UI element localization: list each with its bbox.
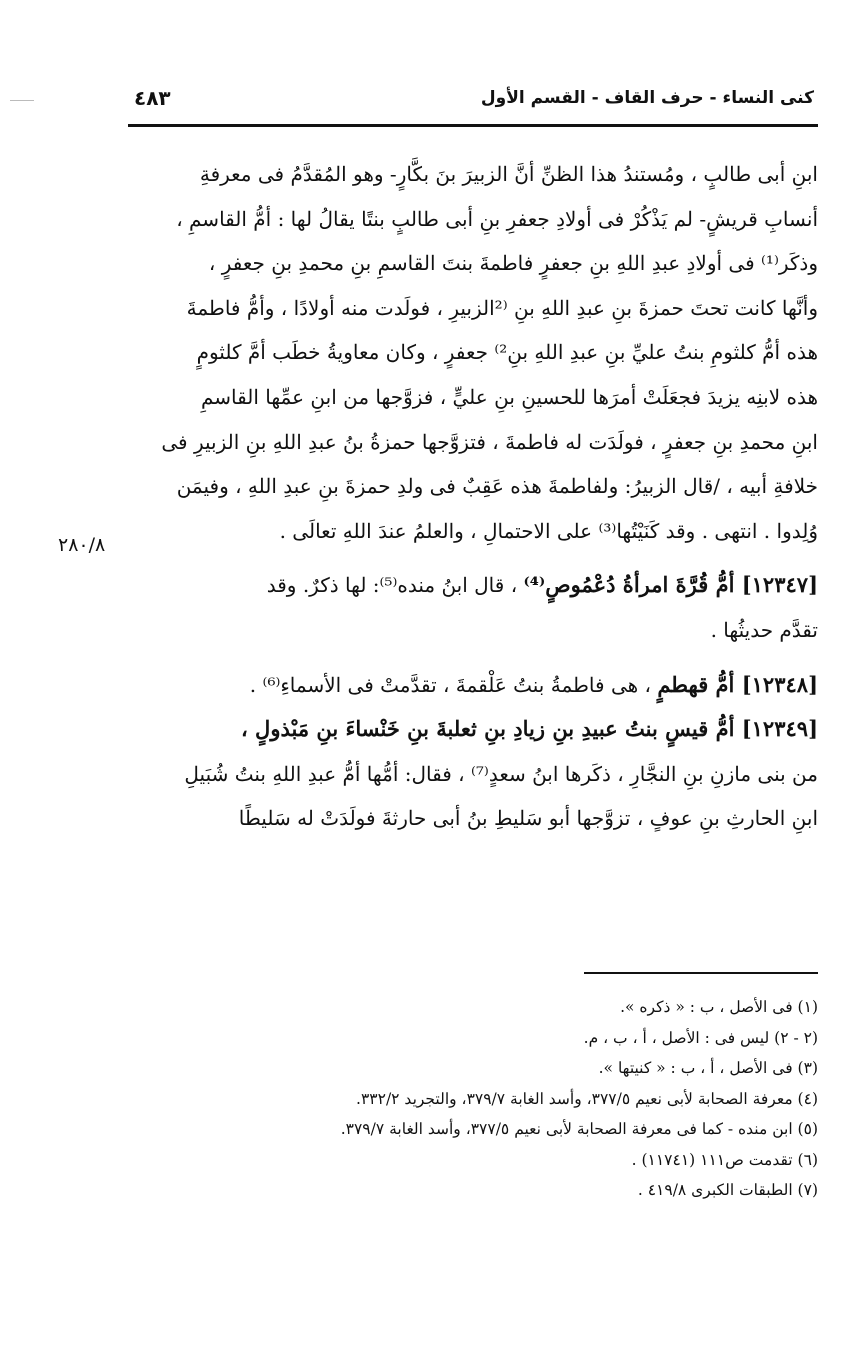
text-line: وأنَّها كانت تحتَ حمزةَ بنِ عبدِ اللهِ بنِ ⁽²الزبيرِ ، فولَدت منه أولادًا ، وأمُّ فاطمةَ xyxy=(186,295,818,320)
footnote: (٤) معرفة الصحابة لأبى نعيم ٣٧٧/٥، وأسد الغابة ٣٧٩/٧، والتجريد ٣٣٢/٢. xyxy=(356,1089,818,1108)
footnote: (٣) فى الأصل ، أ ، ب : « كنيتها ». xyxy=(598,1059,818,1077)
text-line: ابنِ محمدِ بنِ جعفرٍ ، فولَدَت له فاطمةَ ، فتزوَّجها حمزةُ بنُ عبدِ اللهِ بنِ الزبيرِ فى xyxy=(161,429,818,454)
text-line: من بنى مازنِ بنِ النجَّارِ ، ذكَرها ابنُ سعدٍ⁽⁷⁾ ، فقال: أمُّها أمُّ عبدِ اللهِ بنتُ شُبَيلِ xyxy=(184,761,818,786)
running-header xyxy=(128,84,818,118)
text-line: وُلِدوا . انتهى . وقد كَنَيْتُها⁽³⁾ على الاحتمالِ ، والعلمُ عندَ اللهِ تعالَى . xyxy=(279,518,818,543)
entry-heading: [١٢٣٤٨] أمُّ قهطمٍ xyxy=(657,671,818,697)
page-number: ٤٨٣ xyxy=(134,86,171,110)
text-line: ابنِ أبى طالبٍ ، ومُستندُ هذا الظنِّ أنَّ الزبيرَ بنَ بكَّارٍ- وهو المُقدَّمُ فى معرفةِ xyxy=(199,162,818,186)
entry-12349 xyxy=(128,707,818,752)
entry-heading: [١٢٣٤٩] أمُّ قيسٍ بنتُ عبيدِ بنِ زيادِ بنِ ثعلبةَ بنِ خَنْساءَ بنِ مَبْذولٍ ، xyxy=(240,716,818,742)
footnote: (١) فى الأصل ، ب : « ذكره ». xyxy=(620,998,818,1016)
spacer xyxy=(128,653,818,663)
footnote: (٥) ابن منده - كما فى معرفة الصحابة لأبى نعيم ٣٧٧/٥، وأسد الغابة ٣٧٩/٧. xyxy=(340,1120,818,1138)
entry-text: ، هى فاطمةُ بنتُ عَلْقمةَ ، تقدَّمتْ فى الأسماءِ⁽⁶⁾ . xyxy=(249,672,651,697)
header-title: كنى النساء - حرف القاف - القسم الأول xyxy=(480,88,814,108)
text-line: ابنِ الحارثِ بنِ عوفٍ ، تزوَّجها أبو سَليطِ بنُ أبى حارثةَ فولَدَتْ له سَليطًا xyxy=(238,806,818,831)
text-line: هذه لابنِه يزيدَ فجعَلَتْ أمرَها للحسينِ بنِ عليٍّ ، فزوَّجها من ابنِ عمِّها القاسمِ xyxy=(200,384,818,409)
footnotes xyxy=(128,992,818,1206)
spacer xyxy=(128,553,818,563)
text-line: تقدَّم حديثُها . xyxy=(710,617,818,642)
main-text xyxy=(128,152,818,841)
header-rule xyxy=(128,124,818,127)
entry-12348 xyxy=(128,663,818,708)
footnote: (٦) تقدمت ص١١١ (١١٧٤١) . xyxy=(631,1150,818,1169)
footnote: (٢ - ٢) ليس فى : الأصل ، أ ، ب ، م. xyxy=(583,1028,818,1047)
text-line: هذه أمُّ كلثومِ بنتُ عليِّ بنِ عبدِ اللهِ بنِ²⁾ جعفرٍ ، وكان معاويةُ خطَب أمَّ كلثومٍ xyxy=(196,340,818,365)
footnote-rule xyxy=(584,972,818,974)
text-line: أنسابِ قريشٍ- لم يَذْكُرْ فى أولادِ جعفرِ بنِ أبى طالبٍ بنتًا يقالُ لها : أمُّ القاسمِ ، xyxy=(176,206,818,231)
scan-mark xyxy=(10,100,34,101)
entry-12347 xyxy=(128,563,818,608)
text-line: خلافةِ أبيه ، /قال الزبيرُ: ولفاطمةَ هذه عَقِبٌ فى ولدِ حمزةَ بنِ عبدِ اللهِ ، وفيمَن xyxy=(176,474,818,499)
footnote: (٧) الطبقات الكبرى ٤١٩/٨ . xyxy=(637,1181,818,1199)
entry-text: ، قال ابنُ منده⁽⁵⁾: لها ذكرٌ. وقد xyxy=(266,573,518,598)
margin-reference: ٢٨٠/٨ xyxy=(58,534,106,556)
text-line: وذكَر⁽¹⁾ فى أولادِ عبدِ اللهِ بنِ جعفرٍ فاطمةَ بنتَ القاسمِ بنِ محمدِ بنِ جعفرٍ ، xyxy=(208,251,818,276)
entry-heading: [١٢٣٤٧] أمُّ قُرَّةَ امرأةُ دُعْمُوصٍ⁽⁴⁾ xyxy=(523,572,818,598)
